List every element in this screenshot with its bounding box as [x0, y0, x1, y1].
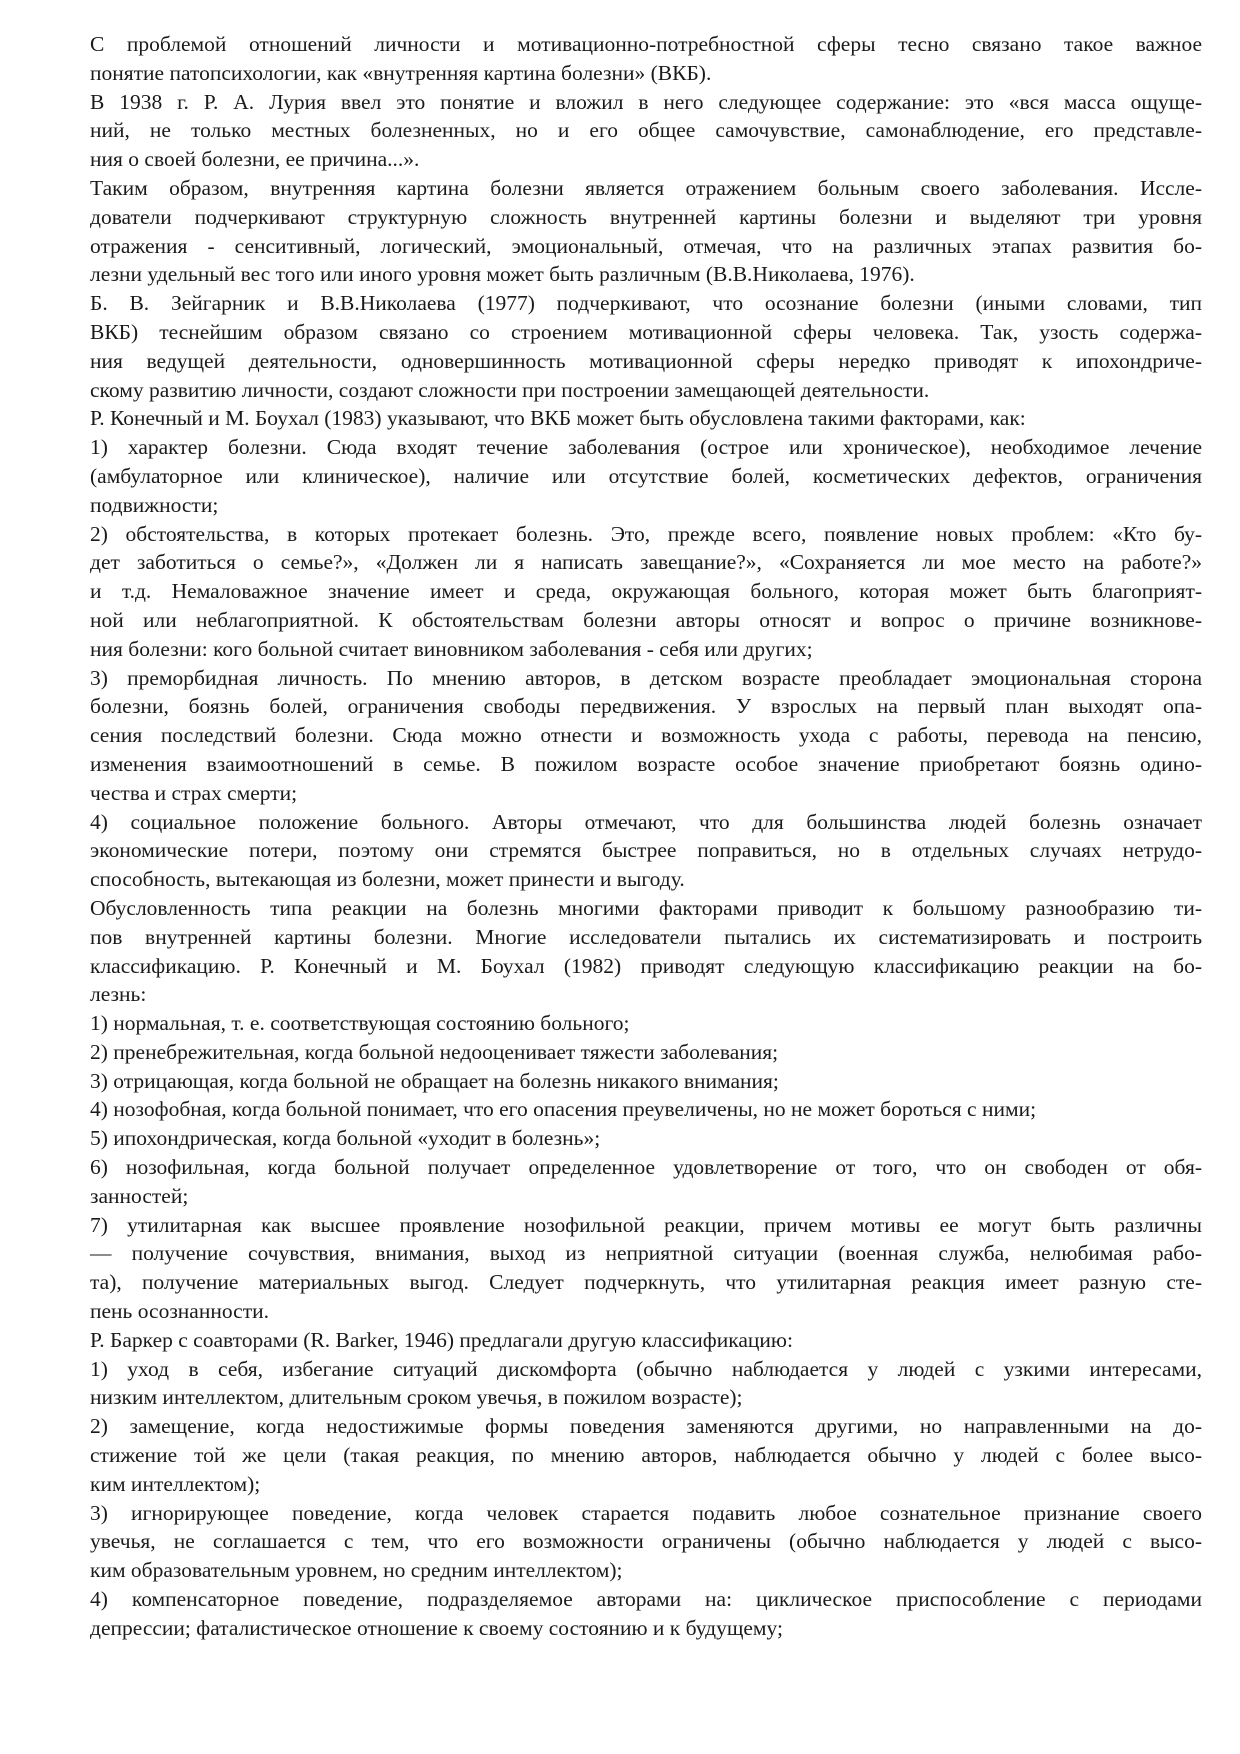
text-line: та), получение материальных выгод. Следует подчеркнуть, что утилитарная реакция имеет разную сте-	[90, 1270, 1202, 1295]
text-line: понятие патопсихологии, как «внутренняя картина болезни» (ВКБ).	[90, 60, 712, 85]
text-line: 1) нормальная, т. е. соответствующая состоянию больного;	[90, 1011, 630, 1036]
text-line: скому развитию личности, создают сложности при построении замещающей деятельности.	[90, 377, 930, 402]
text-line: 3) преморбидная личность. По мнению авторов, в детском возрасте преобладает эмоциональная сторона	[90, 665, 1202, 690]
paragraph	[90, 1412, 1202, 1498]
text-line: 1) характер болезни. Сюда входят течение заболевания (острое или хроническое), необходимое лечение	[90, 435, 1202, 460]
text-line: низким интеллектом, длительным сроком увечья, в пожилом возрасте);	[90, 1385, 743, 1410]
text-line: дет заботиться о семье?», «Должен ли я написать завещание?», «Сохраняется ли мое место на работе?»	[90, 550, 1202, 575]
text-line: 5) ипохондрическая, когда больной «уходит в болезнь»;	[90, 1126, 601, 1151]
paragraph	[90, 1355, 1202, 1413]
text-line: ким образовательным уровнем, но средним интеллектом);	[90, 1558, 623, 1583]
paragraph	[90, 1009, 1202, 1038]
text-line: С проблемой отношений личности и мотивационно-потребностной сферы тесно связано такое важное	[90, 32, 1202, 56]
text-line: изменения взаимоотношений в семье. В пожилом возрасте особое значение приобретают боязнь одино-	[90, 751, 1202, 776]
text-line: подвижности;	[90, 492, 219, 517]
text-line: Р. Баркер с соавторами (R. Barker, 1946) предлагали другую классификацию:	[90, 1327, 793, 1352]
paragraph	[90, 289, 1202, 404]
text-line: 7) утилитарная как высшее проявление нозофильной реакции, причем мотивы ее могут быть различны	[90, 1212, 1202, 1237]
text-line: лезни удельный вес того или иного уровня может быть различным (В.В.Николаева, 1976).	[90, 262, 915, 287]
text-line: увечья, не соглашается с тем, что его возможности ограничены (обычно наблюдается у людей с высо-	[90, 1529, 1202, 1554]
paragraph	[90, 404, 1202, 433]
text-line: 3) отрицающая, когда больной не обращает на болезнь никакого внимания;	[90, 1068, 779, 1093]
text-line: стижение той же цели (такая реакция, по мнению авторов, наблюдается обычно у людей с более высо-	[90, 1443, 1202, 1468]
paragraph	[90, 1038, 1202, 1067]
text-line: ния о своей болезни, ее причина...».	[90, 147, 420, 172]
text-line: 4) нозофобная, когда больной понимает, что его опасения преувеличены, но не может бороться с ними;	[90, 1097, 1037, 1122]
text-line: лезнь:	[90, 982, 147, 1007]
text-line: классификацию. Р. Конечный и М. Боухал (1982) приводят следующую классификацию реакции на бо-	[90, 953, 1202, 978]
paragraph	[90, 1124, 1202, 1153]
paragraph	[90, 520, 1202, 664]
text-line: занностей;	[90, 1183, 189, 1208]
text-line: дователи подчеркивают структурную сложность внутренней картины болезни и выделяют три уровня	[90, 204, 1202, 229]
paragraph	[90, 30, 1202, 88]
text-line: ВКБ) теснейшим образом связано со строением мотивационной сферы человека. Так, узость содержа-	[90, 319, 1202, 344]
text-line: Таким образом, внутренняя картина болезни является отражением больным своего заболевания. Иссле-	[90, 175, 1202, 200]
paragraph	[90, 1326, 1202, 1355]
paragraph	[90, 174, 1202, 289]
paragraph	[90, 433, 1202, 519]
paragraph	[90, 1095, 1202, 1124]
text-line: ния болезни: кого больной считает виновником заболевания - себя или других;	[90, 636, 813, 661]
text-line: пень осознанности.	[90, 1299, 269, 1324]
text-line: Обусловленность типа реакции на болезнь многими факторами приводит к большому разнообразию ти-	[90, 895, 1202, 920]
paragraph	[90, 1153, 1202, 1211]
text-line: ким интеллектом);	[90, 1471, 261, 1496]
text-line: ния ведущей деятельности, одновершинность мотивационной сферы нередко приводят к ипохондриче-	[90, 348, 1202, 373]
text-line: ний, не только местных болезненных, но и его общее самочувствие, самонаблюдение, его представле-	[90, 118, 1202, 143]
text-line: депрессии; фаталистическое отношение к своему состоянию и к будущему;	[90, 1615, 783, 1640]
text-line: 3) игнорирующее поведение, когда человек старается подавить любое сознательное признание своего	[90, 1500, 1202, 1525]
text-line: Б. В. Зейгарник и В.В.Николаева (1977) подчеркивают, что осознание болезни (иными словами, тип	[90, 291, 1202, 316]
text-line: способность, вытекающая из болезни, может принести и выгоду.	[90, 867, 685, 892]
text-line: пов внутренней картины болезни. Многие исследователи пытались их систематизировать и построить	[90, 924, 1202, 949]
text-line: болезни, боязнь болей, ограничения свободы передвижения. У взрослых на первый план выходят опа-	[90, 694, 1202, 719]
paragraph	[90, 808, 1202, 894]
paragraph	[90, 1067, 1202, 1096]
text-line: 4) социальное положение больного. Авторы отмечают, что для большинства людей болезнь означает	[90, 809, 1202, 834]
paragraph	[90, 88, 1202, 174]
text-line: 2) пренебрежительная, когда больной недооценивает тяжести заболевания;	[90, 1039, 779, 1064]
paragraph	[90, 1585, 1202, 1643]
text-line: сения последствий болезни. Сюда можно отнести и возможность ухода с работы, перевода на пенсию,	[90, 723, 1202, 748]
text-line: — получение сочувствия, внимания, выход из неприятной ситуации (военная служба, нелюбимая рабо-	[90, 1241, 1202, 1266]
document-page	[90, 30, 1202, 1643]
paragraph	[90, 1499, 1202, 1585]
text-line: (амбулаторное или клиническое), наличие или отсутствие болей, косметических дефектов, ограничения	[90, 463, 1202, 488]
paragraph	[90, 1211, 1202, 1326]
paragraph	[90, 664, 1202, 808]
text-line: чества и страх смерти;	[90, 780, 298, 805]
text-line: ной или неблагоприятной. К обстоятельствам болезни авторы относят и вопрос о причине возникнове-	[90, 607, 1202, 632]
paragraph	[90, 894, 1202, 1009]
text-line: Р. Конечный и М. Боухал (1983) указывают, что ВКБ может быть обусловлена такими факторами, как:	[90, 406, 1026, 431]
text-line: 2) обстоятельства, в которых протекает болезнь. Это, прежде всего, появление новых проблем: «Кто бу-	[90, 521, 1202, 546]
text-line: экономические потери, поэтому они стремятся быстрее поправиться, но в отдельных случаях нетрудо-	[90, 838, 1202, 863]
text-line: 4) компенсаторное поведение, подразделяемое авторами на: циклическое приспособление с периодами	[90, 1587, 1202, 1612]
text-line: 1) уход в себя, избегание ситуаций дискомфорта (обычно наблюдается у людей с узкими интересами,	[90, 1356, 1202, 1381]
text-line: В 1938 г. Р. А. Лурия ввел это понятие и вложил в него следующее содержание: это «вся масса ощуще-	[90, 89, 1202, 114]
text-line: 2) замещение, когда недостижимые формы поведения заменяются другими, но направленными на до-	[90, 1414, 1202, 1439]
text-line: 6) нозофильная, когда больной получает определенное удовлетворение от того, что он свободен от обя-	[90, 1155, 1202, 1180]
text-line: и т.д. Немаловажное значение имеет и среда, окружающая больного, которая может быть благоприят-	[90, 579, 1202, 604]
text-line: отражения - сенситивный, логический, эмоциональный, отмечая, что на различных этапах развития бо-	[90, 233, 1202, 258]
